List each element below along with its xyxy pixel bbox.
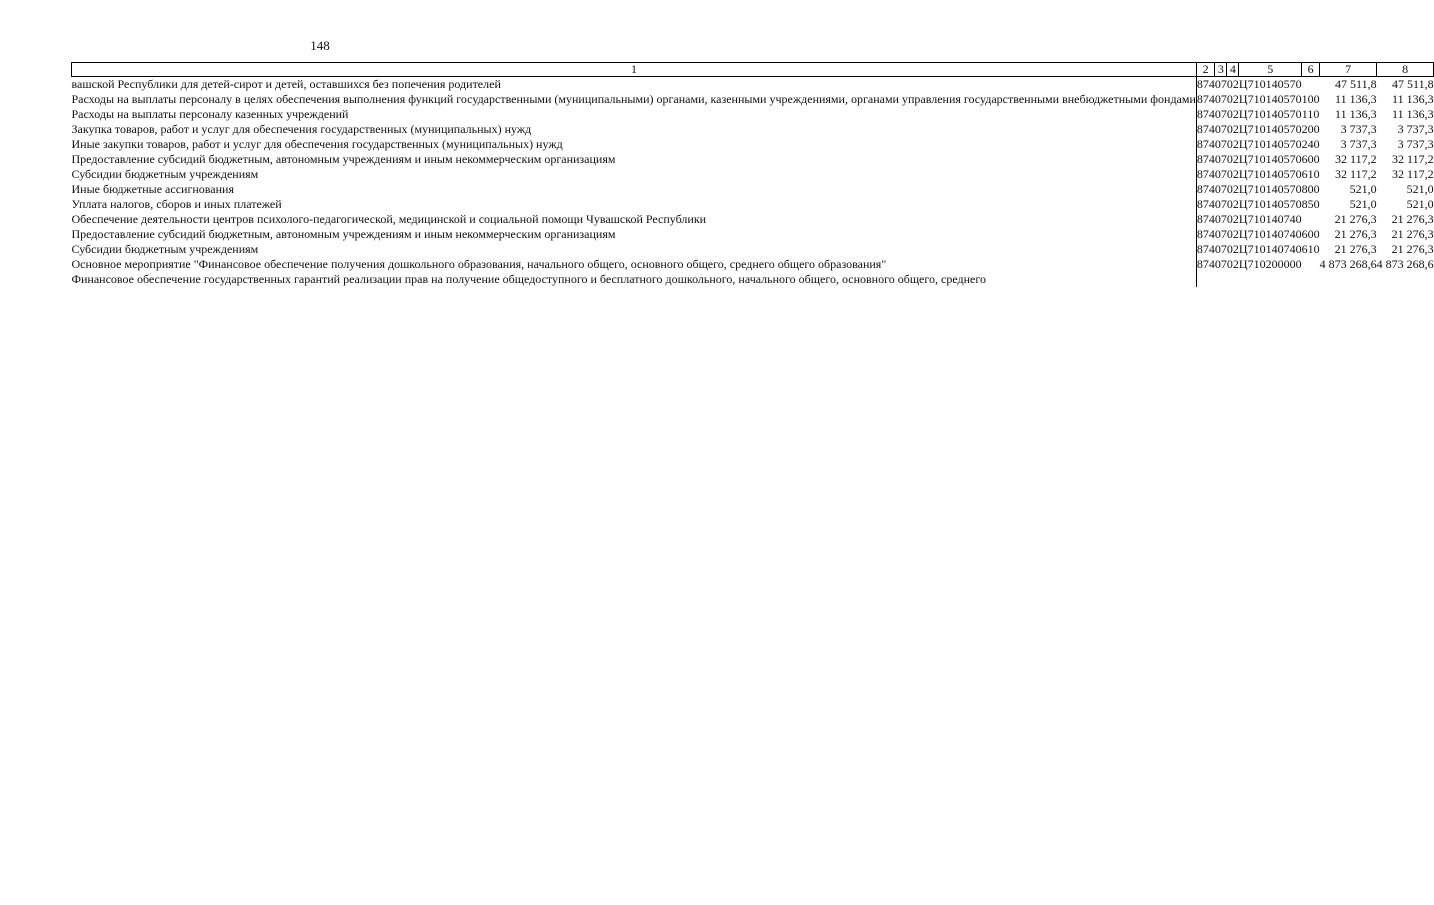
row-section: 07 (1214, 242, 1227, 256)
row-sum1: 4 873 268,6 (1319, 257, 1377, 271)
table-row (72, 152, 1434, 167)
row-section: 07 (1214, 182, 1227, 196)
row-section: 07 (1214, 227, 1227, 241)
row-target: Ц710140570 (1238, 137, 1302, 151)
row-sum2: 3 737,3 (1397, 122, 1434, 136)
row-sum2: 4 873 268,6 (1376, 257, 1434, 271)
row-subsection: 02 (1226, 77, 1239, 91)
row-admin: 874 (1196, 92, 1215, 106)
row-admin: 874 (1196, 122, 1215, 136)
row-target (1239, 272, 1302, 287)
row-name: Обеспечение деятельности центров психолого-педагогической, медицинской и социальной помощи Чувашской Республики (72, 212, 1197, 227)
row-section: 07 (1214, 77, 1227, 91)
row-target: Ц710140570 (1238, 167, 1302, 181)
row-kind (1302, 77, 1320, 93)
row-subsection: 02 (1226, 92, 1239, 106)
row-kind: 610 (1301, 242, 1320, 256)
row-kind: 100 (1301, 92, 1320, 106)
row-sum1: 11 136,3 (1335, 92, 1377, 106)
table-row (72, 197, 1434, 212)
row-target: Ц710140570 (1238, 122, 1302, 136)
row-subsection: 02 (1226, 167, 1239, 181)
row-admin: 874 (1196, 137, 1215, 151)
row-sum2: 21 276,3 (1391, 212, 1434, 226)
row-admin (1196, 272, 1215, 287)
row-kind: 110 (1301, 107, 1320, 121)
row-name: Субсидии бюджетным учреждениям (72, 242, 1197, 257)
row-section: 07 (1214, 167, 1227, 181)
row-subsection: 02 (1226, 227, 1239, 241)
row-kind: 800 (1301, 182, 1320, 196)
row-section: 07 (1214, 257, 1227, 271)
column-header-section: 3 (1215, 63, 1227, 77)
row-subsection: 02 (1226, 137, 1239, 151)
table-row (72, 227, 1434, 242)
row-kind: 240 (1301, 137, 1320, 151)
row-section: 07 (1214, 122, 1227, 136)
row-sum2: 21 276,3 (1391, 242, 1434, 256)
row-sum1: 32 117,2 (1335, 167, 1377, 181)
row-section: 07 (1214, 212, 1227, 226)
row-admin: 874 (1196, 257, 1215, 271)
row-admin: 874 (1196, 242, 1215, 256)
row-sum1: 11 136,3 (1335, 107, 1377, 121)
row-target: Ц710140570 (1238, 77, 1302, 91)
row-name: Финансовое обеспечение государственных гарантий реализации прав на получение общедоступного и бесплатного дошкольного, начального общего, основного общего, среднего (72, 272, 1197, 287)
row-name: Закупка товаров, работ и услуг для обеспечения государственных (муниципальных) нужд (72, 122, 1197, 137)
row-admin: 874 (1196, 77, 1215, 91)
row-target: Ц710140740 (1238, 212, 1302, 226)
row-target: Ц710140740 (1238, 242, 1302, 256)
table-row (72, 122, 1434, 137)
row-target: Ц710140740 (1238, 227, 1302, 241)
row-name: вашской Республики для детей-сирот и детей, оставшихся без попечения родителей (72, 77, 1197, 93)
row-sum2: 521,0 (1406, 197, 1434, 211)
table-row (72, 92, 1434, 107)
column-header-name: 1 (72, 63, 1197, 77)
row-subsection: 02 (1226, 197, 1239, 211)
row-sum1 (1320, 272, 1377, 287)
row-name: Расходы на выплаты персоналу в целях обеспечения выполнения функций государственными (муниципальными) органами, казенными учреждениями, органами управления государственными внебюджетными фондами (71, 92, 1196, 106)
column-header-subsection: 4 (1227, 63, 1239, 77)
row-name: Иные бюджетные ассигнования (72, 182, 1197, 197)
row-subsection: 02 (1226, 257, 1239, 271)
column-header-admin: 2 (1196, 63, 1215, 77)
row-target: Ц710140570 (1238, 92, 1302, 106)
row-subsection: 02 (1226, 212, 1239, 226)
table-row (72, 137, 1434, 152)
page-number: 148 (310, 38, 330, 53)
row-sum1: 521,0 (1349, 197, 1377, 211)
budget-table (71, 62, 1434, 287)
row-kind (1302, 272, 1320, 287)
column-header-sum1: 7 (1320, 63, 1377, 77)
table-row (72, 257, 1434, 272)
row-subsection: 02 (1226, 107, 1239, 121)
row-admin: 874 (1196, 152, 1215, 166)
row-kind (1302, 212, 1320, 227)
row-sum2: 11 136,3 (1392, 107, 1434, 121)
row-sum1: 21 276,3 (1334, 227, 1377, 241)
row-name: Расходы на выплаты персоналу казенных учреждений (72, 107, 1197, 122)
row-sum1: 21 276,3 (1334, 242, 1377, 256)
column-header-target: 5 (1239, 63, 1302, 77)
row-name: Субсидии бюджетным учреждениям (72, 167, 1197, 182)
row-name: Предоставление субсидий бюджетным, автономным учреждениям и иным некоммерческим организациям (72, 227, 1197, 242)
row-admin: 874 (1196, 212, 1215, 226)
row-sum2: 21 276,3 (1391, 227, 1434, 241)
column-header-sum2: 8 (1377, 63, 1434, 77)
row-sum2: 47 511,8 (1392, 77, 1434, 91)
row-kind: 600 (1301, 152, 1320, 166)
row-section: 07 (1214, 137, 1227, 151)
row-subsection: 02 (1226, 122, 1239, 136)
row-section: 07 (1214, 197, 1227, 211)
table-row (72, 242, 1434, 257)
row-sum1: 32 117,2 (1335, 152, 1377, 166)
table-row (72, 272, 1434, 287)
row-sum1: 3 737,3 (1340, 137, 1377, 151)
row-section (1215, 272, 1227, 287)
row-target: Ц710140570 (1238, 182, 1302, 196)
table-row (72, 167, 1434, 182)
row-target: Ц710140570 (1238, 152, 1302, 166)
row-section: 07 (1214, 92, 1227, 106)
table-row (72, 77, 1434, 93)
row-sum1: 521,0 (1349, 182, 1377, 196)
row-sum2: 32 117,2 (1392, 167, 1434, 181)
row-section: 07 (1214, 107, 1227, 121)
row-name: Предоставление субсидий бюджетным, автономным учреждениям и иным некоммерческим организациям (72, 152, 1197, 167)
row-sum2: 11 136,3 (1392, 92, 1434, 106)
row-name: Иные закупки товаров, работ и услуг для обеспечения государственных (муниципальных) нужд (72, 137, 1197, 152)
row-target: Ц710140570 (1238, 197, 1302, 211)
row-sum2: 521,0 (1406, 182, 1434, 196)
row-sum2: 3 737,3 (1397, 137, 1434, 151)
row-sum2 (1377, 272, 1434, 287)
row-section: 07 (1214, 152, 1227, 166)
row-admin: 874 (1196, 227, 1215, 241)
row-kind: 600 (1301, 227, 1320, 241)
row-target: Ц710200000 (1238, 257, 1302, 271)
row-name: Уплата налогов, сборов и иных платежей (72, 197, 1197, 212)
column-header-kind: 6 (1302, 63, 1320, 77)
row-target: Ц710140570 (1238, 107, 1302, 121)
row-sum1: 47 511,8 (1335, 77, 1377, 91)
row-sum2: 32 117,2 (1392, 152, 1434, 166)
row-kind: 610 (1301, 167, 1320, 181)
header-row (72, 63, 1434, 77)
row-admin: 874 (1196, 182, 1215, 196)
row-subsection: 02 (1226, 152, 1239, 166)
row-subsection (1227, 272, 1239, 287)
row-subsection: 02 (1226, 182, 1239, 196)
row-sum1: 21 276,3 (1334, 212, 1377, 226)
table-row (72, 182, 1434, 197)
row-kind: 200 (1301, 122, 1320, 136)
row-admin: 874 (1196, 167, 1215, 181)
row-name: Основное мероприятие "Финансовое обеспечение получения дошкольного образования, начального общего, основного общего, среднего общего образования" (72, 257, 1197, 272)
table-row (72, 212, 1434, 227)
row-kind: 850 (1301, 197, 1320, 211)
row-admin: 874 (1196, 197, 1215, 211)
row-sum1: 3 737,3 (1340, 122, 1377, 136)
table-row (72, 107, 1434, 122)
row-kind (1302, 257, 1320, 272)
row-subsection: 02 (1226, 242, 1239, 256)
row-admin: 874 (1196, 107, 1215, 121)
